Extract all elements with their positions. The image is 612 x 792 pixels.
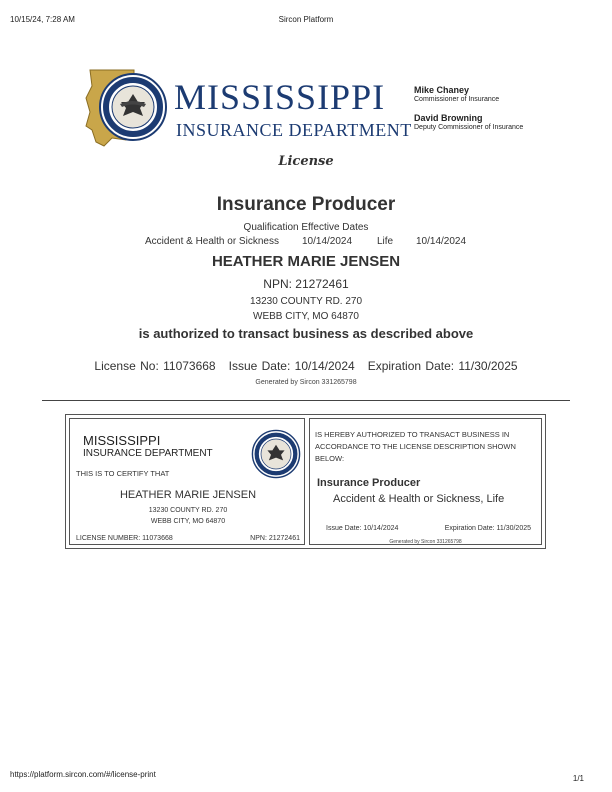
commissioner-name: Mike Chaney <box>414 85 470 95</box>
print-page-title: Sircon Platform <box>278 15 334 24</box>
card-address-line-2: WEBB CITY, MO 64870 <box>150 518 226 525</box>
department-logo <box>82 68 412 148</box>
commissioner-title: Commissioner of Insurance <box>414 96 500 103</box>
card-authorization: IS HEREBY AUTHORIZED TO TRANSACT BUSINESS IN ACCORDANCE TO THE LICENSE DESCRIPTION SHOWN BELOW: <box>315 430 516 463</box>
card-lines-of-authority: Accident & Health or Sickness, Life <box>333 493 505 505</box>
card-generated-by: Generated by Sircon 331265798 <box>389 539 462 545</box>
qualification-heading: Qualification Effective Dates <box>243 222 369 233</box>
card-license-type: Insurance Producer <box>317 477 421 489</box>
department-seal-icon <box>98 72 168 142</box>
card-certify: THIS IS TO CERTIFY THAT <box>76 469 170 478</box>
npn: NPN: 21272461 <box>263 277 349 291</box>
print-header <box>10 15 602 27</box>
officials-block <box>414 86 523 132</box>
print-page-number: 1/1 <box>572 774 584 783</box>
logo-state-name: MISSISSIPPI <box>174 77 386 117</box>
divider <box>42 400 570 401</box>
wallet-card-right <box>309 418 542 545</box>
card-expiration-date: Expiration Date: 11/30/2025 <box>444 525 531 532</box>
card-npn: NPN: 21272461 <box>250 535 300 542</box>
qualification-name: Accident & Health or Sickness <box>145 236 279 247</box>
print-url[interactable]: https://platform.sircon.com/#/license-print <box>10 770 156 779</box>
qualification-date: 10/14/2024 <box>302 236 353 247</box>
card-state: MISSISSIPPI <box>83 433 161 448</box>
card-license-number: LICENSE NUMBER: 11073668 <box>76 535 173 542</box>
logo-department-name: INSURANCE DEPARTMENT <box>176 120 412 140</box>
print-datetime: 10/15/24, 7:28 AM <box>10 15 75 24</box>
card-seal-icon <box>251 429 301 479</box>
license-heading: License <box>278 154 334 169</box>
generated-by: Generated by Sircon 331265798 <box>255 379 357 386</box>
qualification-date: 10/14/2024 <box>416 236 467 247</box>
wallet-card-left <box>69 418 305 545</box>
card-holder-name: HEATHER MARIE JENSEN <box>119 489 257 501</box>
license-title: Insurance Producer <box>216 194 396 215</box>
license-details: License No: 11073668 Issue Date: 10/14/2024 Expiration Date: 11/30/2025 <box>94 359 518 373</box>
address-line-1: 13230 COUNTY RD. 270 <box>249 296 363 307</box>
authorization-statement: is authorized to transact business as described above <box>138 326 474 341</box>
holder-name: HEATHER MARIE JENSEN <box>211 253 401 270</box>
qualification-name: Life <box>377 236 394 247</box>
print-footer <box>10 770 584 783</box>
card-department: INSURANCE DEPARTMENT <box>83 448 213 459</box>
wallet-card <box>65 414 546 549</box>
address-line-2: WEBB CITY, MO 64870 <box>253 311 359 322</box>
deputy-title: Deputy Commissioner of Insurance <box>414 124 524 131</box>
card-address-line-1: 13230 COUNTY RD. 270 <box>148 507 228 514</box>
deputy-name: David Browning <box>414 113 483 123</box>
card-issue-date: Issue Date: 10/14/2024 <box>326 525 399 532</box>
